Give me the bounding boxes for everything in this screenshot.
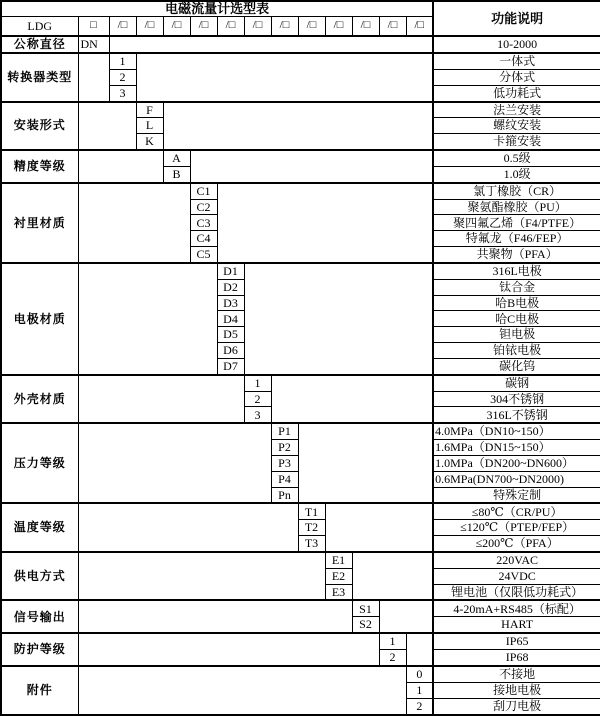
option-code-cell: E1 (325, 552, 352, 568)
option-code-cell: Pn (271, 487, 298, 503)
table-row (1, 263, 600, 279)
option-code-cell: P1 (271, 423, 298, 439)
option-desc-cell: 0.5级 (433, 150, 600, 166)
spacer-cell (136, 53, 433, 102)
option-desc-cell: 特殊定制 (433, 487, 600, 503)
option-desc-cell: 不接地 (433, 666, 600, 682)
category-cell: 附件 (1, 666, 78, 715)
option-code-cell: L (136, 118, 163, 134)
category-cell: 衬里材质 (1, 183, 78, 263)
option-code-cell: C5 (190, 247, 217, 263)
option-desc-cell: 法兰安装 (433, 102, 600, 118)
option-desc-cell: 哈B电极 (433, 295, 600, 311)
category-cell: 安装形式 (1, 102, 78, 151)
option-desc-cell: 24VDC (433, 568, 600, 584)
option-code-cell: 3 (109, 85, 136, 101)
option-code-cell: 3 (244, 407, 271, 423)
option-code-cell: S1 (352, 600, 379, 616)
option-code-cell: D5 (217, 327, 244, 343)
option-desc-cell: 1.0MPa（DN200~DN600） (433, 455, 600, 471)
option-code-cell: E2 (325, 568, 352, 584)
spacer-cell (271, 375, 433, 424)
model-box-cell: /□ (190, 17, 217, 37)
table-row (1, 102, 600, 118)
page-title: 电磁流量计选型表 (1, 1, 433, 17)
spacer-cell (78, 552, 325, 601)
spacer-cell (325, 503, 433, 552)
spacer-cell (78, 503, 298, 552)
option-code-cell: 1 (406, 682, 433, 698)
option-code-cell: DN (78, 36, 109, 53)
title-row (1, 1, 600, 17)
option-desc-cell: 304不锈钢 (433, 391, 600, 407)
spacer-cell (78, 150, 163, 183)
option-code-cell: P4 (271, 471, 298, 487)
spacer-cell (78, 263, 217, 375)
option-code-cell: 1 (379, 633, 406, 649)
option-desc-cell: 铂铱电极 (433, 343, 600, 359)
category-cell: 压力等级 (1, 423, 78, 503)
spacer-cell (78, 53, 109, 102)
spacer-cell (78, 102, 136, 151)
option-desc-cell: 聚四氟乙烯（F4/PTFE） (433, 215, 600, 231)
option-desc-cell: 哈C电极 (433, 311, 600, 327)
table-row (1, 423, 600, 439)
option-desc-cell: 聚氨酯橡胶（PU） (433, 199, 600, 215)
option-desc-cell: 1.6MPa（DN15~150） (433, 440, 600, 456)
option-desc-cell: 低功耗式 (433, 85, 600, 101)
option-desc-cell: 钛合金 (433, 279, 600, 295)
option-desc-cell: 4.0MPa（DN10~150） (433, 423, 600, 439)
option-desc-cell: 0.6MPa(DN700~DN2000) (433, 471, 600, 487)
option-desc-cell: 螺纹安装 (433, 118, 600, 134)
model-box-cell: /□ (244, 17, 271, 37)
option-desc-cell: 316L电极 (433, 263, 600, 279)
option-desc-cell: 特氟龙（F46/FEP） (433, 231, 600, 247)
option-code-cell: 1 (109, 53, 136, 69)
model-box-cell: /□ (163, 17, 190, 37)
spacer-cell (352, 552, 433, 601)
option-code-cell: K (136, 134, 163, 150)
option-desc-cell: 一体式 (433, 53, 600, 69)
option-code-cell: T3 (298, 536, 325, 552)
model-box-cell: /□ (325, 17, 352, 37)
category-cell: 公称直径 (1, 36, 78, 53)
model-box-cell: □ (78, 17, 109, 37)
option-code-cell: T2 (298, 520, 325, 536)
model-box-cell: /□ (271, 17, 298, 37)
category-cell: 防护等级 (1, 633, 78, 666)
option-desc-cell: 氯丁橡胶（CR） (433, 183, 600, 199)
table-row (1, 53, 600, 69)
option-code-cell: S2 (352, 617, 379, 633)
category-cell: 精度等级 (1, 150, 78, 183)
option-desc-cell: 钽电极 (433, 327, 600, 343)
table-row (1, 183, 600, 199)
option-code-cell: D6 (217, 343, 244, 359)
option-desc-cell: ≤120℃（PTEP/FEP） (433, 520, 600, 536)
option-desc-cell: ≤80℃（CR/PU） (433, 503, 600, 519)
option-desc-cell: 共聚物（PFA） (433, 247, 600, 263)
option-desc-cell: 1.0级 (433, 166, 600, 182)
table-row (1, 150, 600, 166)
option-code-cell: D3 (217, 295, 244, 311)
option-code-cell: B (163, 166, 190, 182)
model-box-cell: /□ (109, 17, 136, 37)
option-desc-cell: HART (433, 617, 600, 633)
option-code-cell: 1 (244, 375, 271, 391)
model-box-cell: /□ (217, 17, 244, 37)
spacer-cell (78, 183, 190, 263)
option-code-cell: 0 (406, 666, 433, 682)
table-row (1, 666, 600, 682)
table-row (1, 503, 600, 519)
option-desc-cell: 碳化钨 (433, 358, 600, 374)
table-row (1, 552, 600, 568)
option-desc-cell: 刮刀电极 (433, 698, 600, 715)
option-desc-cell: IP65 (433, 633, 600, 649)
option-code-cell: D1 (217, 263, 244, 279)
category-cell: 温度等级 (1, 503, 78, 552)
option-code-cell: C3 (190, 215, 217, 231)
model-box-cell: /□ (379, 17, 406, 37)
spacer-cell (78, 375, 244, 424)
option-desc-cell: 锂电池（仅限低功耗式） (433, 584, 600, 600)
spacer-cell (298, 423, 433, 503)
option-code-cell: D2 (217, 279, 244, 295)
option-desc-cell: 接地电极 (433, 682, 600, 698)
option-code-cell: 2 (379, 650, 406, 666)
option-code-cell: D4 (217, 311, 244, 327)
option-code-cell: D7 (217, 358, 244, 374)
table-row (1, 633, 600, 649)
model-box-cell: /□ (136, 17, 163, 37)
table-row (1, 375, 600, 391)
option-code-cell: C1 (190, 183, 217, 199)
option-desc-cell: 10-2000 (433, 36, 600, 53)
table-row (1, 36, 600, 53)
spacer-cell (78, 600, 352, 633)
option-desc-cell: 4-20mA+RS485（标配） (433, 600, 600, 616)
model-box-cell: /□ (298, 17, 325, 37)
model-box-cell: /□ (352, 17, 379, 37)
spacer-cell (217, 183, 433, 263)
spacer-cell (78, 423, 271, 503)
option-code-cell: E3 (325, 584, 352, 600)
spacer-cell (244, 263, 433, 375)
option-code-cell: C4 (190, 231, 217, 247)
option-desc-cell: 卡箍安装 (433, 134, 600, 150)
option-desc-cell: IP68 (433, 650, 600, 666)
function-header: 功能说明 (433, 1, 600, 36)
option-desc-cell: ≤200℃（PFA） (433, 536, 600, 552)
spacer-cell (78, 666, 406, 715)
option-code-cell: C2 (190, 199, 217, 215)
option-desc-cell: 220VAC (433, 552, 600, 568)
spacer-cell (109, 36, 433, 53)
option-code-cell: 2 (109, 69, 136, 85)
category-cell: 外壳材质 (1, 375, 78, 424)
option-desc-cell: 分体式 (433, 69, 600, 85)
model-prefix: LDG (1, 17, 78, 37)
option-code-cell: F (136, 102, 163, 118)
spacer-cell (190, 150, 433, 183)
option-code-cell: 2 (244, 391, 271, 407)
spacer-cell (78, 633, 379, 666)
spacer-cell (406, 633, 433, 666)
option-desc-cell: 316L不锈钢 (433, 407, 600, 423)
model-box-cell: /□ (406, 17, 433, 37)
option-desc-cell: 碳钢 (433, 375, 600, 391)
option-code-cell: P3 (271, 455, 298, 471)
spacer-cell (379, 600, 433, 633)
table-row (1, 600, 600, 616)
option-code-cell: A (163, 150, 190, 166)
category-cell: 信号输出 (1, 600, 78, 633)
category-cell: 转换器类型 (1, 53, 78, 102)
category-cell: 电极材质 (1, 263, 78, 375)
category-cell: 供电方式 (1, 552, 78, 601)
option-code-cell: P2 (271, 440, 298, 456)
option-code-cell: 2 (406, 698, 433, 715)
option-code-cell: T1 (298, 503, 325, 519)
spacer-cell (163, 102, 433, 151)
